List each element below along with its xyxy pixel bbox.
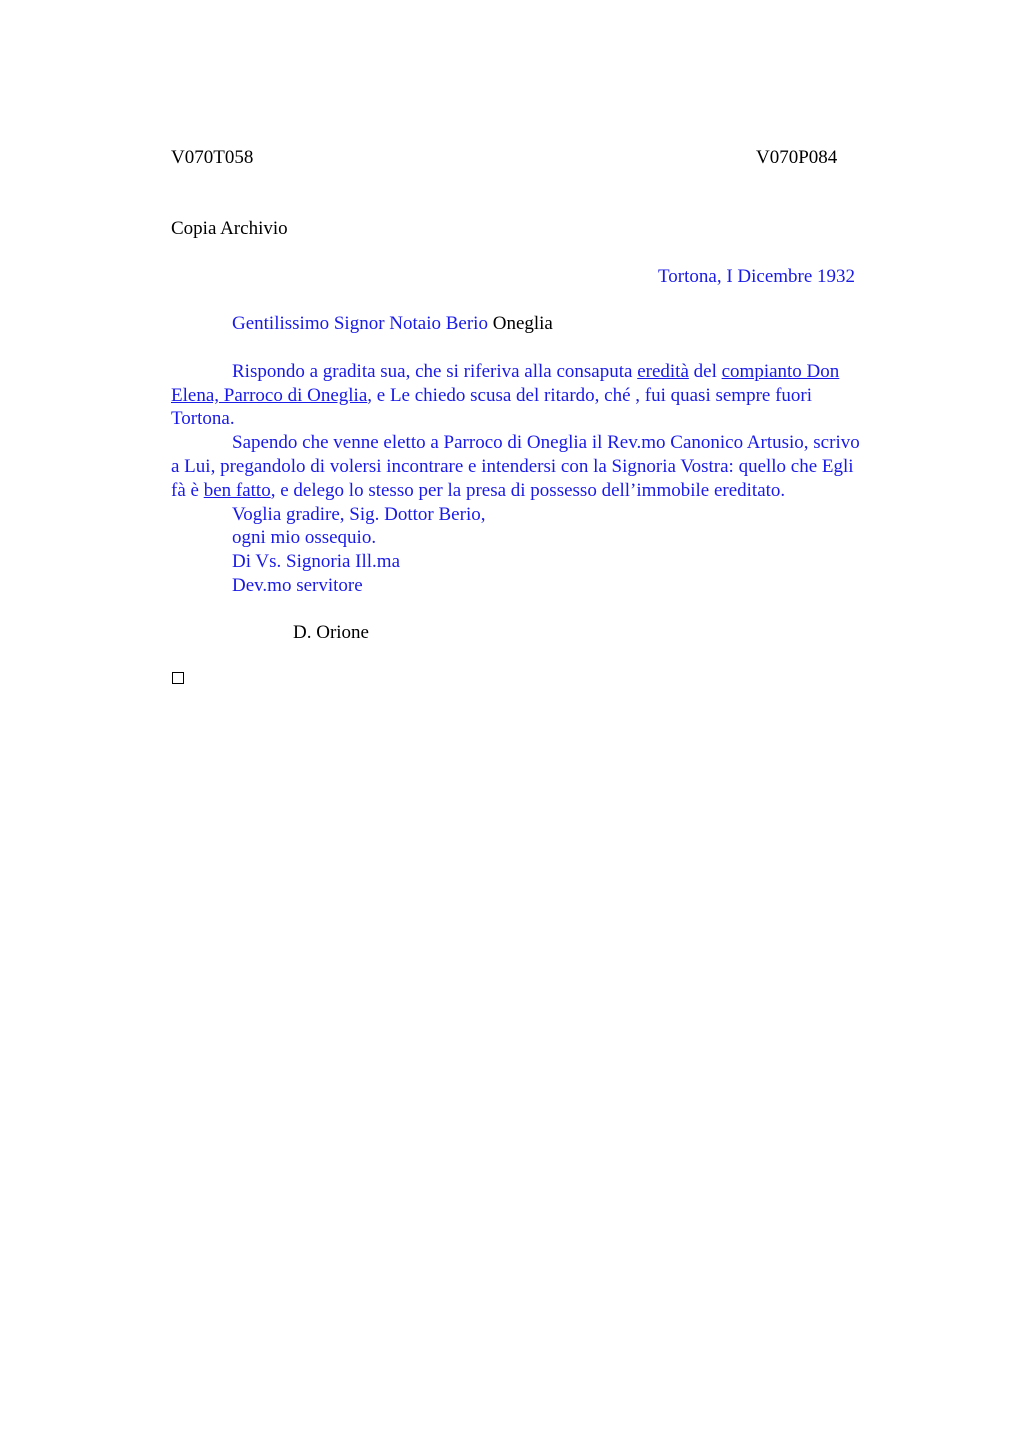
closing-line: Dev.mo servitore: [232, 575, 363, 596]
archive-label: Copia Archivio: [171, 218, 288, 239]
underlined-span: eredità: [637, 361, 689, 382]
paragraph-2-line-3: [171, 479, 785, 503]
text-span: del: [688, 361, 722, 382]
salutation-place: Oneglia: [492, 313, 553, 334]
paragraph-1-line-3: Tortona.: [171, 408, 235, 429]
closing-line: Voglia gradire, Sig. Dottor Berio,: [232, 504, 486, 525]
text-span: , e Le chiedo scusa del ritardo, ché , fui quasi sempre fuori: [367, 385, 813, 406]
header-right-code: V070P084: [756, 147, 838, 168]
header-left-code: V070T058: [171, 147, 254, 168]
paragraph-1-line-2: [171, 384, 812, 408]
checkbox-square-icon: [172, 672, 184, 684]
text-span: Rispondo a gradita sua, che si riferiva alla consaputa: [232, 361, 638, 382]
closing-line: ogni mio ossequio.: [232, 527, 377, 548]
salutation: [232, 312, 553, 336]
salutation-text: Gentilissimo Signor Notaio Berio: [232, 313, 488, 334]
paragraph-1-line-1: [232, 360, 839, 384]
underlined-span: Elena, Parroco di Oneglia: [171, 385, 368, 406]
closing-line: Di Vs. Signoria Ill.ma: [232, 551, 401, 572]
date-line: Tortona, I Dicembre 1932: [658, 266, 856, 287]
signature: D. Orione: [293, 622, 369, 643]
text-span: , e delego lo stesso per la presa di possesso dell’immobile ereditato.: [270, 480, 786, 501]
paragraph-2-line-1: Sapendo che venne eletto a Parroco di Oneglia il Rev.mo Canonico Artusio, scrivo: [232, 432, 860, 453]
paragraph-2-line-2: a Lui, pregandolo di volersi incontrare e intendersi con la Signoria Vostra: quello che Egli: [171, 456, 854, 477]
underlined-span: compianto Don: [721, 361, 840, 382]
underlined-span: ben fatto: [203, 480, 271, 501]
text-span: fà è: [171, 480, 204, 501]
